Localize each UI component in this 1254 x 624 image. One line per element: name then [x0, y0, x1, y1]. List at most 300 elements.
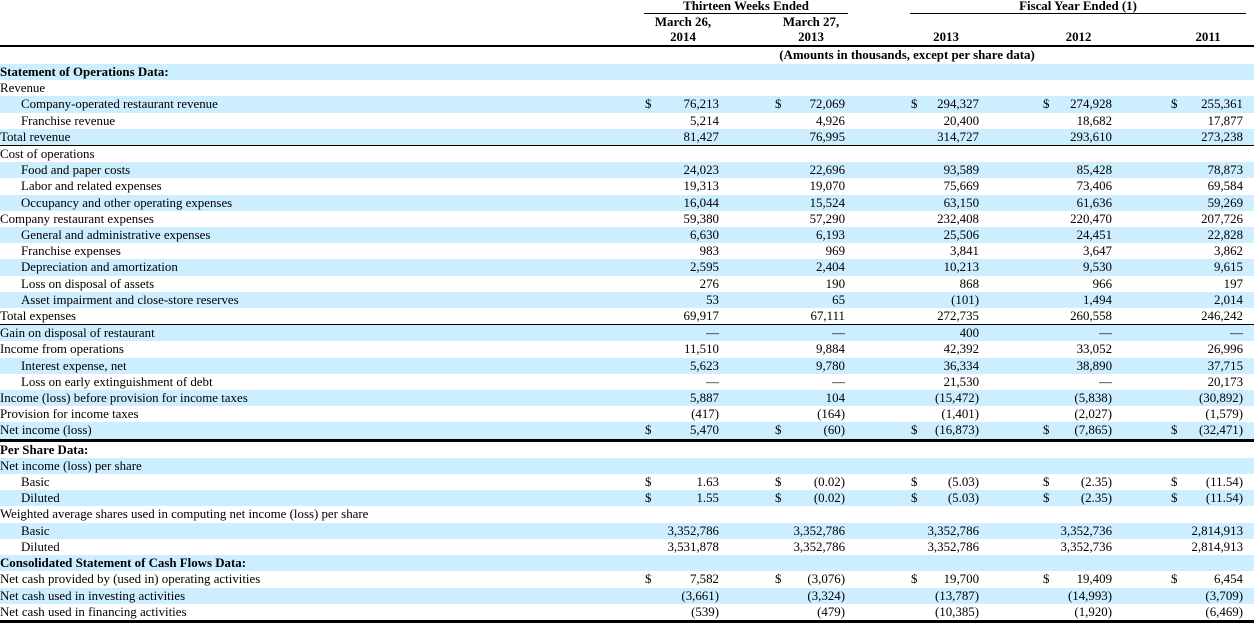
cell-value [1042, 604, 1115, 622]
dollar-sign: $ [645, 423, 652, 438]
cell-value [1042, 227, 1115, 243]
cell-value [774, 539, 848, 555]
amount: 5,887 [689, 391, 719, 406]
row-label: Basic [0, 523, 644, 539]
cell-value [774, 211, 848, 227]
row-label: Income from operations [0, 342, 124, 357]
cell-value [910, 162, 982, 178]
column-gap [982, 292, 1042, 308]
row-label: Net cash used in investing activities [0, 588, 644, 604]
table-row [0, 506, 1254, 522]
column-gap [848, 506, 910, 522]
cell-value [1042, 162, 1115, 178]
cell-value [1170, 146, 1246, 163]
cell-value [644, 358, 722, 374]
amount: 21,530 [943, 374, 980, 389]
cell-value [1170, 523, 1246, 539]
cell-value [1042, 571, 1115, 587]
dollar-sign: $ [775, 475, 782, 490]
cell-value [910, 604, 982, 622]
column-gap [982, 195, 1042, 211]
cell-value [1042, 211, 1115, 227]
cell-value [910, 571, 982, 587]
column-gap [848, 458, 910, 474]
amount: 2,014 [1214, 292, 1244, 307]
cell-value [910, 113, 982, 129]
edge-gap [1246, 259, 1254, 275]
column-gap [722, 422, 774, 440]
cell-value [774, 96, 848, 112]
amount: (417) [691, 407, 719, 422]
cell-value [644, 458, 722, 474]
row-label: Total revenue [0, 129, 644, 146]
row-label: Gain on disposal of restaurant [0, 325, 644, 342]
amount: 9,615 [1214, 260, 1244, 275]
edge-gap [1246, 227, 1254, 243]
cell-value [774, 604, 848, 622]
cell-value [910, 440, 982, 458]
amount: 69,584 [1207, 179, 1244, 194]
column-gap [848, 374, 910, 390]
table-row [0, 406, 1254, 422]
amount: 11,510 [684, 342, 719, 357]
amount: 61,636 [1076, 195, 1113, 210]
amount: 255,361 [1201, 97, 1244, 112]
column-gap [848, 588, 910, 604]
edge-gap [1246, 80, 1254, 96]
column-gap [1115, 341, 1170, 357]
dollar-sign: $ [645, 572, 652, 587]
amount: (3,661) [681, 588, 719, 603]
column-gap [1115, 243, 1170, 259]
cell-value [644, 325, 722, 342]
edge-gap [1246, 571, 1254, 587]
cell-value [910, 308, 982, 325]
cell-value [1042, 259, 1115, 275]
amount: 20,400 [943, 113, 980, 128]
column-gap [848, 325, 910, 342]
cell-value [1170, 571, 1246, 587]
amount: (16,873) [934, 423, 980, 438]
edge-gap [1246, 458, 1254, 474]
amount: 69,917 [683, 309, 719, 324]
cell-value [1042, 113, 1115, 129]
amount: (3,324) [807, 588, 846, 603]
edge-gap [1246, 374, 1254, 390]
column-gap [1115, 259, 1170, 275]
edge-gap [1246, 276, 1254, 292]
cell-value [910, 325, 982, 342]
amount: 3,841 [950, 244, 980, 259]
column-gap [982, 555, 1042, 571]
cell-value [910, 276, 982, 292]
cell-value [910, 259, 982, 275]
amount: 3,352,786 [927, 539, 980, 554]
cell-value [1042, 390, 1115, 406]
header-spacer [848, 0, 910, 14]
amount: 10,213 [943, 260, 980, 275]
row-label: Company restaurant expenses [0, 211, 154, 226]
amount: (11.54) [1205, 475, 1244, 490]
cell-value [774, 341, 848, 357]
row-label: Revenue [0, 81, 46, 96]
table-row [0, 390, 1254, 406]
edge-gap [1246, 555, 1254, 571]
dollar-sign: $ [1043, 475, 1050, 490]
table-row [0, 292, 1254, 308]
cell-value [644, 390, 722, 406]
amount: — [1230, 326, 1244, 341]
edge-gap [1246, 129, 1254, 146]
amount: 19,700 [943, 572, 980, 587]
cell-value [1042, 490, 1115, 506]
column-gap [722, 129, 774, 146]
cell-value [644, 422, 722, 440]
amount: — [832, 326, 846, 341]
amount: 197 [1223, 276, 1244, 291]
amount: 3,862 [1214, 244, 1244, 259]
column-gap [982, 243, 1042, 259]
column-gap [722, 374, 774, 390]
amount: (1,401) [941, 407, 980, 422]
amount: — [832, 374, 846, 389]
column-gap [982, 211, 1042, 227]
edge-gap [1246, 474, 1254, 490]
cell-value [1042, 292, 1115, 308]
amount: (1,579) [1205, 407, 1244, 422]
amount: 5,623 [689, 358, 719, 373]
amount: 17,877 [1207, 113, 1244, 128]
header-spacer [0, 0, 644, 14]
amount: 294,327 [937, 97, 980, 112]
column-gap [982, 146, 1042, 163]
cell-value [644, 374, 722, 390]
dollar-sign: $ [1043, 491, 1050, 506]
amount: 33,052 [1076, 342, 1113, 357]
column-gap [722, 588, 774, 604]
column-gap [722, 539, 774, 555]
cell-value [1170, 259, 1246, 275]
table-row [0, 259, 1254, 275]
cell-value [910, 422, 982, 440]
amount: 53 [706, 292, 719, 307]
table-row [0, 276, 1254, 292]
amount: 273,238 [1201, 129, 1244, 144]
table-row [0, 539, 1254, 555]
amount: 85,428 [1076, 163, 1113, 178]
column-gap [722, 195, 774, 211]
dollar-sign: $ [645, 97, 652, 112]
table-row [0, 490, 1254, 506]
column-gap [848, 474, 910, 490]
cell-value [644, 506, 722, 522]
amount: — [1099, 326, 1113, 341]
cell-value [910, 406, 982, 422]
column-gap [848, 178, 910, 194]
cell-value [1170, 96, 1246, 112]
cell-value [1042, 243, 1115, 259]
column-gap [1115, 195, 1170, 211]
edge-gap [1246, 440, 1254, 458]
edge-gap [1246, 113, 1254, 129]
cell-value [1042, 341, 1115, 357]
amount: 63,150 [943, 195, 980, 210]
row-label: Asset impairment and close-store reserves [0, 292, 644, 308]
amount: 2,595 [689, 260, 719, 275]
table-row [0, 96, 1254, 112]
column-gap [848, 96, 910, 112]
cell-value [644, 227, 722, 243]
amount: — [706, 374, 719, 389]
column-gap [722, 506, 774, 522]
edge-gap [1246, 162, 1254, 178]
column-header-mar27-2013: March 27, 2013 [774, 14, 848, 47]
amount: 2,814,913 [1191, 523, 1244, 538]
cell-value [644, 129, 722, 146]
amount: 24,023 [683, 163, 719, 178]
cell-value [1170, 178, 1246, 194]
header-spacer [0, 14, 644, 47]
amount: 3,647 [1083, 244, 1113, 259]
cell-value [1170, 374, 1246, 390]
cell-value [644, 604, 722, 622]
cell-value [1170, 440, 1246, 458]
cell-value [1170, 588, 1246, 604]
amount: 65 [832, 292, 846, 307]
amount: 6,454 [1214, 572, 1244, 587]
cell-value [910, 588, 982, 604]
cell-value [910, 243, 982, 259]
cell-value [1170, 80, 1246, 96]
column-gap [1115, 422, 1170, 440]
column-gap [722, 80, 774, 96]
table-row [0, 64, 1254, 80]
table-row [0, 588, 1254, 604]
amount: 1.63 [696, 475, 719, 490]
amount: (3,709) [1205, 588, 1244, 603]
column-gap [848, 422, 910, 440]
cell-value [644, 588, 722, 604]
column-gap [848, 64, 910, 80]
column-gap [848, 341, 910, 357]
column-gap [722, 341, 774, 357]
column-gap [982, 259, 1042, 275]
column-gap [722, 292, 774, 308]
column-gap [982, 490, 1042, 506]
cell-value [774, 440, 848, 458]
cell-value [644, 146, 722, 163]
amount: 3,531,878 [667, 539, 719, 554]
cell-value [644, 96, 722, 112]
amount: 1,494 [1083, 292, 1113, 307]
cell-value [1170, 325, 1246, 342]
amount: 983 [699, 244, 719, 259]
column-gap [982, 422, 1042, 440]
cell-value [774, 292, 848, 308]
column-gap [982, 227, 1042, 243]
header-spacer [1170, 46, 1254, 64]
cell-value [774, 374, 848, 390]
edge-gap [1246, 341, 1254, 357]
column-gap [722, 440, 774, 458]
column-gap [1115, 308, 1170, 325]
cell-value [1042, 406, 1115, 422]
column-gap [848, 276, 910, 292]
column-gap [1115, 113, 1170, 129]
table-row [0, 113, 1254, 129]
column-gap [722, 571, 774, 587]
cell-value [774, 474, 848, 490]
row-label: Weighted average shares used in computing net income (loss) per share [0, 507, 369, 522]
column-gap [1115, 80, 1170, 96]
amount: 2,404 [816, 260, 846, 275]
column-gap [1115, 571, 1170, 587]
cell-value [644, 406, 722, 422]
cell-value [1042, 440, 1115, 458]
column-gap [848, 555, 910, 571]
column-gap [982, 64, 1042, 80]
amount: 314,727 [937, 129, 980, 144]
amount: 9,780 [816, 358, 846, 373]
cell-value [1042, 458, 1115, 474]
cell-value [1042, 555, 1115, 571]
amount: 969 [825, 244, 846, 259]
table-row [0, 555, 1254, 571]
cell-value [910, 146, 982, 163]
column-gap [982, 358, 1042, 374]
column-gap [1115, 227, 1170, 243]
row-label: Loss on early extinguishment of debt [21, 374, 213, 389]
column-gap [1115, 129, 1170, 146]
column-header-row [0, 14, 1254, 47]
amount: 207,726 [1201, 211, 1244, 226]
cell-value [644, 178, 722, 194]
cell-value [1170, 113, 1246, 129]
column-gap [1115, 604, 1170, 622]
amount: 75,669 [943, 179, 980, 194]
table-row [0, 195, 1254, 211]
row-label: Net income (loss) per share [0, 458, 644, 474]
cell-value [910, 64, 982, 80]
cell-value [910, 539, 982, 555]
column-header-fy2011: 2011 [1170, 14, 1246, 47]
amount: (14,993) [1067, 588, 1113, 603]
column-gap [982, 588, 1042, 604]
cell-value [644, 64, 722, 80]
cell-value [1170, 129, 1246, 146]
cell-value [1042, 523, 1115, 539]
cell-value [1042, 195, 1115, 211]
cell-value [910, 458, 982, 474]
row-label: Net cash used in financing activities [0, 604, 644, 622]
table-row [0, 440, 1254, 458]
amount: — [706, 326, 719, 341]
column-gap [1115, 539, 1170, 555]
amount: 38,890 [1076, 358, 1113, 373]
amount: 400 [959, 326, 980, 341]
column-gap [1115, 490, 1170, 506]
table-row [0, 458, 1254, 474]
table-row [0, 129, 1254, 146]
dollar-sign: $ [775, 97, 782, 112]
amount: (15,472) [934, 391, 980, 406]
amount: — [1099, 374, 1113, 389]
column-gap [1115, 162, 1170, 178]
edge-gap [1246, 243, 1254, 259]
amount: (101) [951, 292, 980, 307]
amount: 272,735 [937, 309, 980, 324]
amount: 276 [699, 276, 719, 291]
column-gap [982, 178, 1042, 194]
cell-value [1042, 422, 1115, 440]
column-gap [722, 178, 774, 194]
cell-value [774, 571, 848, 587]
column-gap [982, 113, 1042, 129]
row-label: Company-operated restaurant revenue [0, 96, 644, 112]
column-gap [982, 308, 1042, 325]
amount: 42,392 [943, 342, 980, 357]
cell-value [1170, 243, 1246, 259]
dollar-sign: $ [1171, 491, 1178, 506]
dollar-sign: $ [1043, 97, 1050, 112]
amount: 25,506 [943, 228, 980, 243]
cell-value [774, 243, 848, 259]
cell-value [1042, 276, 1115, 292]
cell-value [910, 358, 982, 374]
table-row [0, 358, 1254, 374]
amount: (1,920) [1074, 604, 1113, 619]
edge-gap [1246, 588, 1254, 604]
column-gap [982, 406, 1042, 422]
cell-value [1170, 539, 1246, 555]
cell-value [774, 227, 848, 243]
column-gap [982, 96, 1042, 112]
column-gap [722, 308, 774, 325]
row-label: Cost of operations [0, 147, 95, 162]
column-gap [848, 243, 910, 259]
cell-value [644, 308, 722, 325]
cell-value [910, 129, 982, 146]
column-gap [722, 227, 774, 243]
amount: 246,242 [1201, 309, 1244, 324]
cell-value [1042, 80, 1115, 96]
amount: 6,193 [816, 228, 846, 243]
row-label: Provision for income taxes [0, 407, 139, 422]
row-label: Statement of Operations Data: [0, 64, 644, 80]
column-gap [722, 325, 774, 342]
cell-value [644, 243, 722, 259]
cell-value [644, 571, 722, 587]
amount: (5.03) [947, 475, 980, 490]
units-note: (Amounts in thousands, except per share data) [779, 48, 1035, 63]
amount: 22,828 [1207, 228, 1244, 243]
amount: 78,873 [1207, 163, 1244, 178]
dollar-sign: $ [1043, 423, 1050, 438]
cell-value [774, 555, 848, 571]
edge-gap [1246, 523, 1254, 539]
cell-value [644, 490, 722, 506]
column-gap [722, 490, 774, 506]
cell-value [774, 523, 848, 539]
cell-value [644, 292, 722, 308]
cell-value [1170, 604, 1246, 622]
cell-value [644, 113, 722, 129]
table-row [0, 80, 1254, 96]
column-gap [982, 604, 1042, 622]
cell-value [1042, 506, 1115, 522]
cell-value [1170, 64, 1246, 80]
cell-value [910, 341, 982, 357]
